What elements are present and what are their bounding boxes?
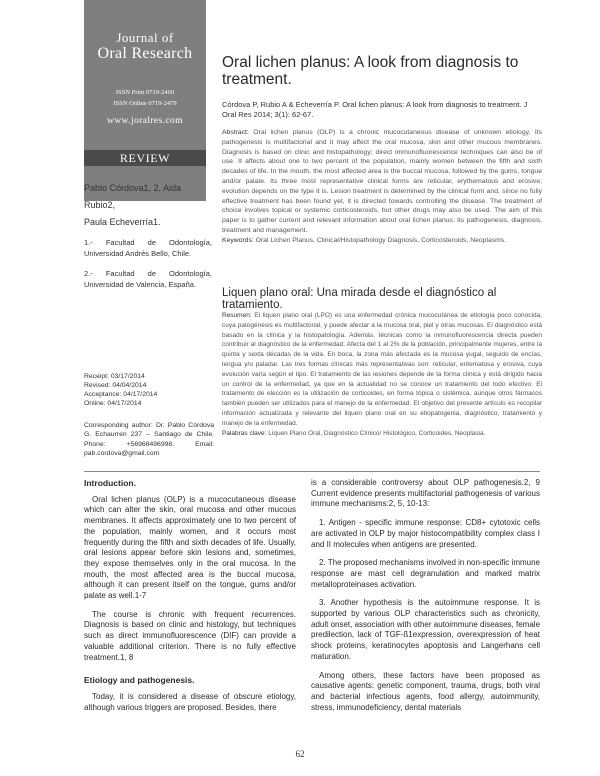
- palabras-clave-text: Liquen Plano Oral, Diagnóstico Clínico/ Histológico, Corticoides, Neoplasia.: [268, 429, 486, 437]
- mechanism-3: 3. Another hypothesis is the autoimmune response. It is supported by various OLP characteristics such as chronicity, adult onset, association with other autoimmune diseases, female predilection, lack of TGF-ß1expression, overexpression of heat shock proteins, keratinocytes apoptosis and Langerhans cell maturation.: [311, 598, 541, 661]
- spanish-title: Liquen plano oral: Una mirada desde el diagnóstico al tratamiento.: [222, 287, 497, 311]
- intro-paragraph-1: Oral lichen planus (OLP) is a mucocutaneous disease which can alter the skin, oral mucosa and other mucous membranes. It affects approximately one to two percent of the population, mainly women, and it occurs most frequently during the fifth and sixth decades of life. Usually, oral lesions appear before skin lesions and, sometimes, they expose themselves only in the oral mucosa. In the mouth, the most affected area is the buccal mucosa, although it can present itself on the tongue, gums and/or palate as well.1-7: [84, 494, 296, 601]
- date-revised: Revised: 04/04/2014: [84, 382, 147, 389]
- etiology-heading: Etiology and pathogenesis.: [84, 675, 195, 686]
- authors-line2: Paula Echeverría1.: [84, 217, 161, 227]
- intro-paragraph-2: The course is chronic with frequent recurrences. Diagnosis is based on clinic and histology, but techniques such as direct immunofluorescence (DIF) can provide a valuable additional criterion. There is no fully effective treatment.1, 8: [84, 609, 296, 662]
- abstract-label: Abstract:: [222, 129, 249, 136]
- article-dates: [84, 372, 214, 408]
- keywords-label: Keywords:: [222, 236, 254, 244]
- affiliation-2: 2.- Facultad de Odontología, Universidad de Valencia, España.: [84, 269, 212, 289]
- body-right-column: [311, 478, 540, 721]
- abstract-text: Oral lichen planus (OLP) is a chronic mucocutaneous disease of unknown etiology. Its pathogenesis is multifactorial and it may affect the oral mucosa, skin and other mucous membranes. Diagnosis is based on clinic and histopathology; direct immunofluorescence techniques can also be of use. It affects about one to two percent of the population, mainly women between the fifth and sixth decades of life. In the mouth, the most affected area is the buccal mucosa, followed by the gums, tongue and/or palate. Its three most representative clinical forms are reticular, erythematous and erosive; evolution depends on the type it is. Lesion treatment is determined by the clinical form and, since no fully effective treatment has been found yet, it is directed towards controlling the disease. The treatment of choice involves topical or systemic corticosteroids, but other drugs may also be used. The aim of this paper is to gather current and relevant information about oral lichen planus: its pathogenesis, diagnosis, treatment and management.: [222, 129, 543, 234]
- section-label: REVIEW: [84, 150, 206, 166]
- article-title: Oral lichen planus: A look from diagnosis to treatment.: [222, 54, 519, 88]
- date-acceptance: Acceptance: 04/17/2014: [84, 391, 158, 398]
- affiliation-1: 1.- Facultad de Odontología, Universidad Andrés Bello, Chile.: [84, 238, 212, 258]
- date-receipt: Receipt: 03/17/2014: [84, 373, 145, 380]
- article-citation: Córdova P, Rubio A & Echeverría P. Oral lichen planus: A look from diagnosis to treatment. J Oral Res 2014; 3(1): 62-67.: [222, 100, 528, 119]
- authors: [84, 180, 214, 231]
- date-online: Online: 04/17/2014: [84, 400, 142, 407]
- pathogenesis-paragraph: is a considerable controversy about OLP pathogenesis.2, 9 Current evidence presents multifactorial pathogenesis of various immune mechanisms:2, 5, 10-13:: [311, 478, 540, 509]
- page-number: 62: [295, 749, 305, 759]
- resumen-text: El liquen plano oral (LPO) es una enfermedad crónica mucocutánea de etiología poco conocida, cuya patogénesis es multifactorial, y puede afectar a la mucosa oral, piel y otras mucosas. El diagnóstico está basado en la clínica y la histopatología. Además, técnicas como la inmunofluorescencia directa pueden contribuir al diagnóstico de la enfermedad. Afecta del 1 al 2% de la población, principalmente mujeres, entre la quinta y sexta décadas de la vida. En boca, la zona más afectada es la mucosa yugal, seguido de encías, lengua y/o paladar. Las tres formas clínicas más representativas son: reticular, eritematosa y erosiva, cuya evolución varía según el tipo. El tratamiento de las lesiones depende de la forma clínica y está dirigido hacia un control de la enfermedad, ya que en la actualidad no se conoce un tratamiento del todo efectivo. El tratamiento de elección es la utilización de corticoides, en forma tópica o sistémica, aunque otros fármacos también pueden ser utilizados para el manejo de la enfermedad. El objetivo del presente artículo es recopilar información actualizada y relevante del liquen plano oral en su etiopatogenia, diagnóstico, tratamiento y manejo de la enfermedad.: [222, 312, 542, 427]
- corresponding-author: Corresponding author: Dr. Pablo Córdova G. Echaurren 237 – Santiago de Chile. Phone: +56968496998. Email: pab.cordova@gmail.com: [84, 422, 214, 457]
- keywords-text: Oral Lichen Planus, Clinical/Histopathology Diagnosis, Corticosteroids, Neoplasms.: [255, 236, 507, 244]
- issn-online: ISSN Online 0719-2479: [113, 100, 177, 107]
- introduction-heading: Introduction.: [84, 478, 136, 488]
- journal-website[interactable]: www.joralres.com: [107, 116, 183, 126]
- journal-name-line2: Oral Research: [97, 45, 193, 62]
- body-left-column: [84, 478, 296, 721]
- mechanism-2: 2. The proposed mechanisms involved in non-specific immune response are mast cell degranulation and marked matrix metalloproteinases activation.: [311, 558, 540, 589]
- section-divider: [84, 471, 540, 472]
- resumen: [222, 311, 542, 438]
- etiology-paragraph-1: Today, it is considered a disease of obscure etiology, although various triggers are proposed. Besides, there: [84, 691, 296, 712]
- causative-agents-paragraph: Among others, these factors have been proposed as causative agents: genetic component, trauma, drugs, both viral and bacterial infectious agents, food allergy, autoimmunity, stress, immunodeficiency, dental materials: [311, 670, 540, 712]
- palabras-clave-label: Palabras clave:: [222, 429, 267, 437]
- abstract: [222, 128, 542, 246]
- mechanism-1: 1. Antigen - specific immune response: CD8+ cytotoxic cells are activated in OLP by major histocompatibility complex class I and II molecules when antigens are presented.: [311, 518, 540, 549]
- authors-line1: Pablo Córdova1, 2, Aida Rubio2,: [84, 183, 182, 210]
- journal-name-line1: Journal of: [116, 30, 174, 45]
- resumen-label: Resumen:: [222, 312, 252, 319]
- issn-print: ISSN Print 0719-2460: [115, 89, 175, 96]
